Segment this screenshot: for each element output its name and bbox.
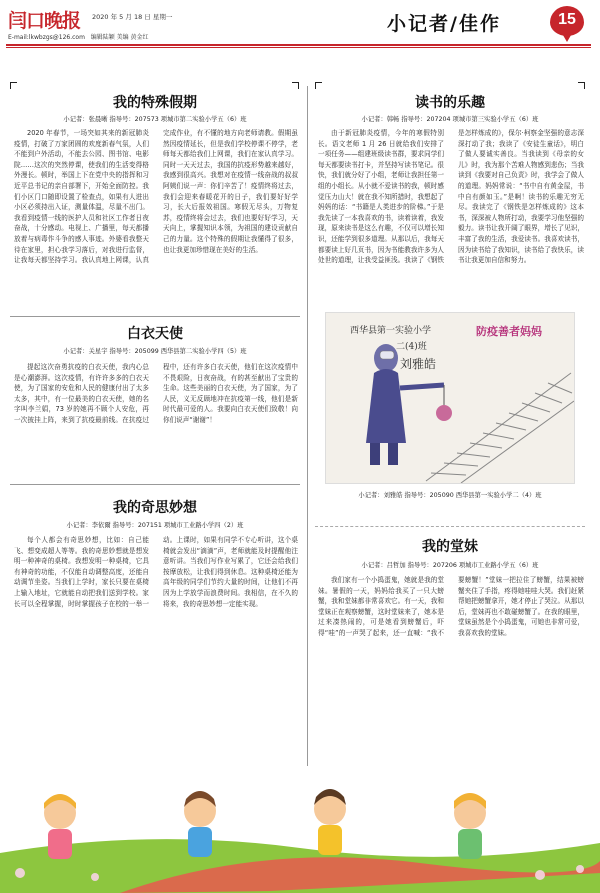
article-byline: 小记者：吕哲加 指导号：207206 项城市工业路小学五（6）班: [361, 562, 539, 569]
banner-art: [0, 773, 600, 893]
article-body: 每个人都会有奇思妙想，比如：自己能飞、想变成超人等等。我的奇思妙想就是想发明一种神奇的桌椅。我想发明一种桌椅，它具有神奇的功能，不仅能自动调整高度，还能自动调节坐姿。当我们上学时，家长只要在桌椅上输入地址，它就能自动把我们送到学校。家长可以全程掌握，时时掌握孩子在校的一举一动。上课时，如果有同学不专心听讲，这个桌椅就会发出“滴滴”声，老师就能及时提醒他注意听讲。当我们写作业写累了，它还会给我们按摩放松，让我们得到休息。这种桌椅还能为高年级的同学们节约大量的时间，让他们不再因为上学放学而浪费时间。我相信，在不久的将来，我的奇思妙想一定能实现。: [14, 536, 298, 608]
masthead-rule-thin: [6, 47, 591, 48]
email-text: E-mail:lkwbzgs@126.com: [8, 34, 85, 41]
contact-line: [8, 32, 149, 41]
column-divider: [307, 86, 308, 766]
drawing-class: 二(4)班: [396, 342, 427, 352]
masthead-rule: [6, 44, 591, 46]
page-number-badge: [550, 6, 584, 42]
article-title: 我的特殊假期: [113, 95, 197, 111]
drawing-caption: 小记者：刘雅皓 指导号：205090 西华县第一实验小学二（4）班: [358, 492, 542, 499]
section-title: 小记者/佳作: [387, 13, 501, 35]
corner-mark: [315, 82, 322, 89]
newspaper-logo: 闫口晚报: [8, 10, 81, 32]
article-byline: 小记者：李依爾 指导号：207151 项城市工业路小学四（2）班: [66, 522, 244, 529]
article-title: 读书的乐趣: [415, 95, 485, 111]
article-title: 白衣天使: [127, 326, 183, 342]
article-divider: [10, 484, 300, 485]
article-body: 我们家有一个小捣蛋鬼，她就是我的堂妹。暑假的一天，妈妈给我买了一只大螃蟹，我和堂妹都非常喜欢它。有一天，我和堂妹正在观察螃蟹，这时堂妹来了，她本是过来凑热闹的，可是她看到螃蟹后，吓得“哇”的一声哭了起来，还一直喊：“我不要螃蟹！”堂妹一把拉住了螃蟹，结果被螃蟹夹住了手指，疼得她哇哇大哭。我们赶紧帮她把螃蟹拿开，她才停止了哭泣。从那以后，堂妹再也不敢碰螃蟹了。在我的眼里，堂妹虽然是个小捣蛋鬼，可她也非常可爱，我喜欢我的堂妹。: [318, 576, 584, 637]
article-title: 我的堂妹: [422, 539, 478, 555]
article-byline: 小记者：张晨晰 指导号：207573 项城市第二实验小学五（6）班: [63, 116, 247, 123]
article-byline: 小记者：韩畅 指导号：207204 项城市第三实验小学五（6）班: [361, 116, 539, 123]
child-drawing: [325, 312, 575, 484]
corner-mark: [292, 82, 299, 89]
article-body: 2020 年春节，一场突如其来的新冠肺炎疫情，打破了万家团圆的欢度新春气氛，人们不能到户外活动，不能去公园、图书馆、电影院……这次的突然停课，使我们的生活变得格外漫长。顿时，举国上下在党中央的指挥和习近平总书记的亲自部署下，开始全面防控。我们小区门口随即设置了检查点，如果有人进出小区必须持出入证，测量体温，尽量不出门。我看到疫情一线的医护人员和社区工作者日夜奋战，十分感动。电视上、广播里，每天都播放着与病毒作斗争的感人事迹。外婆看我整天待在家里，担心我学习落后，对我进行监督，让我每天都坚持学习。我认真地上网课，认真完成作业，有不懂的地方向老师请教。假期虽然因疫情延长，但是我们学校停课不停学，老师每天都给我们上网课，我们在家认真学习。同时一天天过去，我国的抗疫形势越来越好，我感到很高兴。我想对在疫情一线奋战的叔叔阿姨们说一声：你们辛苦了！疫情终将过去，我们会迎来春暖花开的日子，我们要好好学习，长大后报效祖国。寒假无尽头，万物复苏，疫情终将会过去，我们也要好好学习，天天向上，掌握知识本领，为祖国的建设贡献自己的力量。这个特殊的假期让我懂得了很多，也让我更加珍惜现在美好的生活。: [14, 129, 298, 265]
drawing-slogan: 防疫善者妈妈: [476, 325, 542, 338]
page-number: 15: [558, 11, 576, 28]
date-line: 2020 年 5 月 18 日 星期一: [92, 13, 173, 21]
drawing-school: 西华县第一实验小学: [350, 326, 432, 336]
article-divider: [315, 526, 585, 527]
article-body: 由于新冠肺炎疫情，今年的寒假特别长。语文老师 1 月 26 日就给我们安排了一项任务——组建班级读书群，要求同学们每天都要读书打卡，并坚持写读书笔记。很快，我们就分好了小组，老师让我担任第一组的小组长。从小就不爱读书的我，顿时感觉压力山大！就在我不知所措时，我想起了妈妈的话：“书籍是人类进步的阶梯。”于是我先读了一本我喜欢的书，读着读着，我发现，原来读书是这么有趣，不仅可以增长知识，还能学到很多道理。从那以后，我每天都要读上好几页书，因为书能教我许多为人处世的道理，让我受益匪浅。我读了《钢铁是怎样炼成的》，保尔·柯察金坚强的意志深深打动了我；我读了《安徒生童话》，明白了做人要诚实善良。当我读到《母亲的女儿》时，我为那个苦难人物感到悲伤；当我读到《我要对自己负责》时，我学会了做人的道理。妈妈常说：“书中自有黄金屋，书中自有颜如玉。”是啊！读书的乐趣无穷无尽。我读完了《钢铁是怎样炼成的》这本书，深深被人物所打动，我要学习他坚强的毅力。读书让我开阔了眼界，增长了见识，丰富了我的生活，我爱读书。我喜欢读书，因为读书给了我知识，读书给了我快乐，读书让我更加自信和努力。: [318, 129, 584, 265]
article-divider: [10, 316, 300, 317]
article-title: 我的奇思妙想: [113, 500, 197, 516]
drawing-name: 刘雅皓: [400, 357, 437, 371]
editor-text: 编辑陆颖 美编 黄金红: [90, 34, 149, 41]
corner-mark: [578, 82, 585, 89]
children-banner-illustration: [0, 773, 600, 893]
article-body: 提起这次奋勇抗疫的白衣天使，我内心总是心潮澎湃。这次疫情，有许许多多的白衣天使，为了国家的安危和人民的健康付出了太多太多，其中，有一位最美的白衣天使，她的名字叫李兰娟，73 岁的她再不顾个人安危，再一次披挂上阵，来到了抗疫最前线。在抗疫过程中，还有许多白衣天使，他们在这次疫情中不畏艰险，日夜奋战，有的甚至献出了宝贵的生命。这些美丽的白衣天使，为了国家，为了人民，义无反顾地冲在抗疫第一线，他们是新时代最可爱的人。我要向白衣天使们致敬！向你们说声“谢谢”！: [14, 363, 298, 424]
article-byline: 小记者：关星宇 指导号：205099 西华县第二实验小学四（5）班: [63, 348, 247, 355]
corner-mark: [10, 82, 17, 89]
